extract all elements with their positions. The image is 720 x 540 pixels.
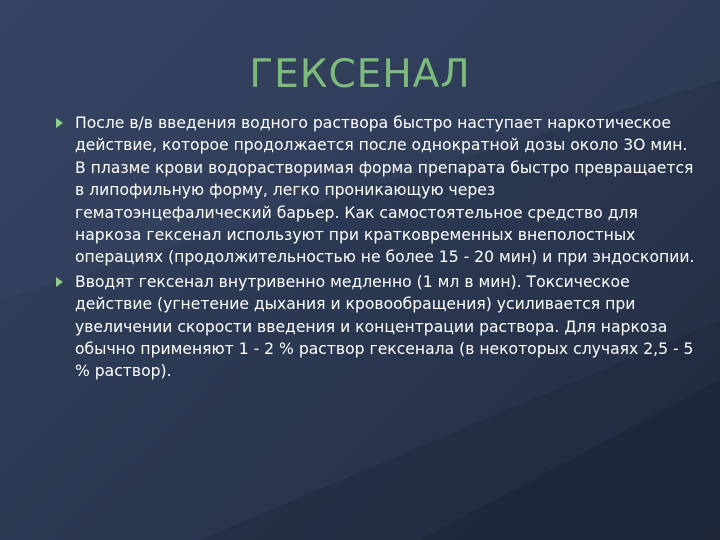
- bullet-list: [55, 112, 695, 385]
- slide-title: ГЕКСЕНАЛ: [249, 52, 471, 97]
- bullet-item: [55, 271, 695, 383]
- bullet-icon: [56, 118, 63, 128]
- bullet-text: Вводят гексенал внутривенно медленно (1 мл в мин). Токсическое действие (угнетение дыхания и кровообращения) усиливается при увеличении скорости введения и концентрации раствора. Для наркоза обычно применяют 1 - 2 % раствор гексенала (в некоторых случаях 2,5 - 5 % раствор).: [75, 272, 694, 381]
- bullet-icon: [56, 277, 63, 287]
- bullet-item: [55, 112, 695, 269]
- bullet-text: После в/в введения водного раствора быстро наступает наркотическое действие, которое продолжается после однократной дозы около 3О мин. В плазме крови водорастворимая форма препарата быстро превращается в липофильную форму, легко проникающую через гематоэнцефалический барьер. Как самостоятельное средство для наркоза гексенал используют при кратковременных внеполостных операциях (продолжительностью не более 15 - 20 мин) и при эндоскопии.: [75, 114, 695, 267]
